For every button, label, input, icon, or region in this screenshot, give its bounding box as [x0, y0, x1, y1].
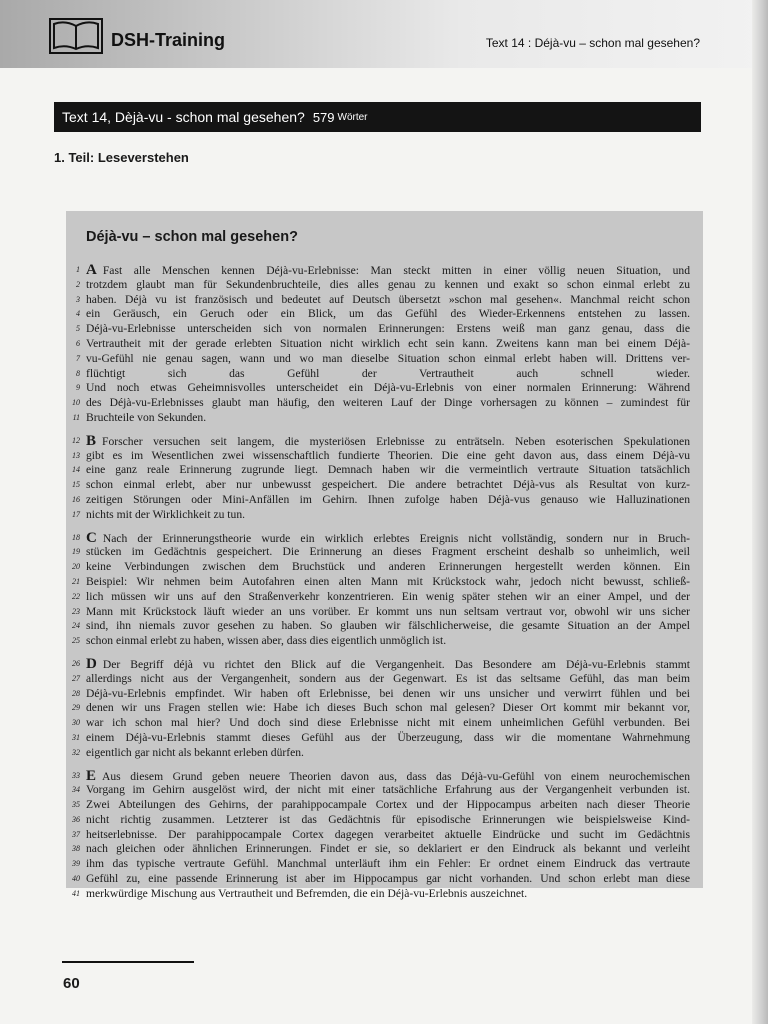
line-text — [86, 337, 690, 352]
line-number: 34 — [72, 785, 80, 795]
line-text — [86, 575, 690, 590]
line-text — [86, 367, 690, 382]
text-line — [60, 352, 690, 367]
text-line — [60, 783, 690, 798]
text-line — [60, 590, 690, 605]
line-text — [86, 657, 690, 673]
brand-title: DSH-Training — [111, 30, 226, 50]
line-content: einem Déjà-vu-Erlebnis stammt dieses Gefühl aus der Überzeugung, dass wir die momentane Wahrnehmung — [86, 730, 690, 744]
line-content: Vertrautheit mit der gerade erlebten Situation nicht wirklich echt sein kann. Zweitens kann man bei einem Déjà- — [86, 336, 690, 350]
line-text — [86, 545, 690, 560]
line-number: 7 — [76, 353, 80, 363]
text-line — [60, 731, 690, 746]
text-line — [60, 842, 690, 857]
line-content: keine Verbindungen zwischen dem Bruchstück und anderen Erinnerungen hergestellt werden können. Ein — [86, 560, 690, 574]
text-line — [60, 746, 690, 761]
line-content: Déjà-vu-Erlebnisse unterscheiden sich von normalen Erinnerungen: Erstens weiß man ganz genau, dass die — [86, 322, 690, 336]
line-text — [86, 396, 690, 411]
text-line — [60, 463, 690, 478]
text-line — [60, 508, 690, 523]
line-text — [86, 842, 690, 857]
line-text — [86, 263, 690, 279]
line-number: 26 — [72, 658, 80, 668]
text-line — [60, 634, 690, 649]
line-number: 23 — [72, 606, 80, 616]
line-text — [86, 746, 690, 761]
line-content: Und noch etwas Geheimnisvolles unterscheidet ein Déjà-vu-Erlebnis von einer normalen Erinnerung: Während — [86, 381, 690, 395]
line-content: nach gleichen oder ähnlichen Erinnerungen. Findet er sie, so deklariert er den Eindruck als bekannt und verleiht — [86, 842, 690, 856]
line-content: sind, ihn niemals zuvor gesehen zu haben. So glauben wir fälschlicherweise, die gesamte Situation an der Ampel — [86, 619, 690, 633]
line-number: 31 — [72, 732, 80, 742]
line-text — [86, 449, 690, 464]
text-line — [60, 531, 690, 546]
line-content: Beispiel: Wir nehmen beim Autofahren einen alten Mann mit Krückstock wahr, jedoch nicht bewusst, schließ- — [86, 574, 690, 588]
line-content: lich müssen wir uns auf den Straßenverkehr konzentrieren. Ein wenig später stehen wir an einer Ampel, und der — [86, 589, 690, 603]
book-icon — [49, 18, 103, 54]
line-text — [86, 411, 690, 426]
line-content: nichts mit der Wirklichkeit zu tun. — [86, 507, 246, 521]
line-content: schon einmal erlebt, aber nur unbewusst gespeichert. Die andere betrachtet Déjà-vus als Resultat von kurz- — [86, 478, 690, 492]
line-text — [86, 278, 690, 293]
line-number: 9 — [76, 383, 80, 393]
line-number: 35 — [72, 800, 80, 810]
line-text — [86, 872, 690, 887]
line-number: 6 — [76, 338, 80, 348]
line-number: 24 — [72, 621, 80, 631]
line-content: eine ganz reale Erinnerung zugrunde liegt. Demnach haben wir die vermeintlich vertraute Situation tatsächlich — [86, 463, 690, 477]
line-number: 17 — [72, 509, 80, 519]
line-text — [86, 605, 690, 620]
text-line — [60, 828, 690, 843]
line-number: 5 — [76, 324, 80, 334]
line-text — [86, 887, 690, 902]
line-number: 10 — [72, 398, 80, 408]
line-text — [86, 322, 690, 337]
text-line — [60, 307, 690, 322]
line-content: ihm das typische vertraute Gefühl. Manchmal unterläuft ihm ein Fehler: Er ordnet einem Eindruck das vertraute — [86, 857, 690, 871]
line-number: 11 — [72, 412, 80, 422]
line-content: Gefühl zu, eine passende Erinnerung ist aber im Hippocampus gar nicht vorhanden. Und schon erlebt man diese — [86, 872, 690, 886]
line-content: Aus diesem Grund geben neuere Theorien davon aus, dass das Déjà-vu-Gefühl von einem neurochemischen — [102, 769, 690, 783]
line-text — [86, 531, 690, 547]
text-line — [60, 478, 690, 493]
line-text — [86, 783, 690, 798]
text-line — [60, 411, 690, 426]
line-content: Déjà-vu-Erlebnis empfindet. Wir haben oft Erlebnisse, bei denen wir uns unsicher und verwirrt fühlen und bei — [86, 686, 690, 700]
page-edge — [752, 0, 768, 1024]
text-line — [60, 293, 690, 308]
line-number: 1 — [76, 265, 80, 274]
line-content: vu-Gefühl nie genau sagen, wann und wo man dieselbe Situation schon einmal erlebt haben will. Drittens ver- — [86, 351, 690, 365]
paragraph-letter: C — [86, 530, 97, 546]
line-text — [86, 352, 690, 367]
text-line — [60, 605, 690, 620]
running-head: Text 14 : Déjà-vu – schon mal gesehen? — [485, 36, 700, 50]
line-content: Zwei Abteilungen des Gehirns, der parahippocampale Cortex und der Hippocampus arbeiten nach dieser Theorie — [86, 798, 690, 812]
line-text — [86, 716, 690, 731]
line-content: heitserlebnisse. Der parahippocampale Cortex dagegen verarbeitet aktuelle Eindrücke und sucht im Gedächtnis — [86, 827, 690, 841]
line-number: 18 — [72, 532, 80, 542]
line-text — [86, 560, 690, 575]
line-text — [86, 798, 690, 813]
text-line — [60, 396, 690, 411]
line-content: Mann mit Krückstock läuft wieder an uns vorüber. Er kommt uns nun seltsam vertraut vor, obwohl wir uns sicher — [86, 604, 690, 618]
line-text — [86, 634, 690, 649]
line-number: 27 — [72, 673, 80, 683]
line-number: 8 — [76, 368, 80, 378]
line-number: 20 — [72, 562, 80, 572]
text-line — [60, 263, 690, 278]
text-line — [60, 619, 690, 634]
line-number: 38 — [72, 844, 80, 854]
text-line — [60, 798, 690, 813]
line-content: Forscher versuchen seit langem, die mysteriösen Erlebnisse zu enträtseln. Neben esoterischen Spekulationen — [102, 434, 690, 448]
text-line — [60, 560, 690, 575]
line-number: 22 — [72, 591, 80, 601]
line-number: 41 — [72, 888, 80, 898]
line-content: eigentlich gar nicht als bekannt erleben dürfen. — [86, 745, 304, 759]
line-content: merkwürdige Mischung aus Vertrautheit und Befremden, die ein Déjà-vu-Erlebnis auszeichnet. — [86, 886, 528, 900]
text-line — [60, 449, 690, 464]
line-number: 3 — [76, 294, 80, 304]
line-content: gibt es im Wesentlichen zwei wissenschaftlich fundierte Theorien. Die eine geht davon aus, dass einem Déjà-vu — [86, 448, 690, 462]
line-number: 32 — [72, 747, 80, 757]
line-content: flüchtigt sich das Gefühl der Vertrautheit auch schnell wieder. — [86, 366, 690, 380]
line-text — [86, 619, 690, 634]
line-content: allerdings nicht aus der Vergangenheit, sondern aus der Gegenwart. Es ist das seltsame Gefühl, das man beim — [86, 671, 690, 685]
text-line — [60, 701, 690, 716]
line-content: Bruchteile von Sekunden. — [86, 410, 207, 424]
line-text — [86, 381, 690, 396]
line-text — [86, 813, 690, 828]
text-line — [60, 813, 690, 828]
line-text — [86, 828, 690, 843]
paragraph-letter: E — [86, 768, 97, 784]
line-number: 14 — [72, 465, 80, 475]
line-content: war ich schon mal hier? Und doch sind diese Erlebnisse nicht mit einem unheimlichen Gefühl verbunden. Bei — [86, 716, 690, 730]
header-band — [0, 0, 768, 68]
line-content: denen wir uns Fragen stellen wie: Habe ich dieses Buch schon mal gelesen? Dieser Ort kommt mir bekannt vor, — [86, 701, 690, 715]
line-content: Nach der Erinnerungstheorie wurde ein wirklich erlebtes Ereignis nicht vollständig, sondern nur in Bruch- — [102, 531, 690, 545]
line-content: stücken im Gedächtnis gespeichert. Die Erinnerung an dieses Fragment erscheint deshalb so unheimlich, weil — [86, 545, 690, 559]
line-number: 33 — [72, 770, 80, 780]
line-number: 25 — [72, 636, 80, 646]
text-line — [60, 381, 690, 396]
line-text — [86, 493, 690, 508]
line-number: 4 — [76, 309, 80, 319]
line-number: 36 — [72, 814, 80, 824]
footer-rule — [62, 961, 194, 963]
line-number: 28 — [72, 688, 80, 698]
article-title: Déjà-vu – schon mal gesehen? — [86, 229, 298, 245]
line-text — [86, 590, 690, 605]
line-text — [86, 687, 690, 702]
text-line — [60, 687, 690, 702]
text-line — [60, 367, 690, 382]
text-line — [60, 857, 690, 872]
line-text — [86, 701, 690, 716]
line-number: 2 — [76, 279, 80, 289]
text-title-bar — [54, 102, 701, 132]
line-text — [86, 307, 690, 322]
line-number: 29 — [72, 703, 80, 713]
line-content: schon einmal erlebt zu haben, wissen aber, dass dies eigentlich unmöglich ist. — [86, 634, 447, 648]
line-content: trotzdem glaubt man für Sekundenbruchteile, dies alles genau zu kennen und exakt so schon einmal erlebt zu — [86, 277, 690, 291]
line-number: 40 — [72, 874, 80, 884]
word-count-unit: Wörter — [337, 111, 368, 123]
line-text — [86, 731, 690, 746]
line-number: 37 — [72, 829, 80, 839]
text-line — [60, 716, 690, 731]
page-number: 60 — [63, 975, 80, 992]
line-text — [86, 478, 690, 493]
line-text — [86, 857, 690, 872]
text-line — [60, 657, 690, 672]
paragraph-letter: A — [86, 263, 97, 278]
paragraph-letter: D — [86, 656, 97, 672]
line-content: Der Begriff déjà vu richtet den Blick auf die Vergangenheit. Das Besondere am Déjà-vu-Erlebnis stammt — [102, 657, 690, 671]
line-content: nicht richtig zusammen. Letzterer ist das Gedächtnis für episodische Erinnerungen wie beispielsweise Kind- — [86, 812, 690, 826]
article-body — [60, 263, 690, 902]
line-content: Fast alle Menschen kennen Déjà-vu-Erlebnisse: Man steckt mitten in einer völlig neuen Situation, und — [102, 264, 690, 277]
text-line — [60, 872, 690, 887]
text-line — [60, 545, 690, 560]
text-title: Text 14, Dèjà-vu - schon mal gesehen? — [62, 109, 305, 125]
line-text — [86, 769, 690, 785]
line-number: 30 — [72, 718, 80, 728]
line-content: haben. Déjà vu ist französisch und bedeutet auf Deutsch übersetzt »schon mal gesehen«. Manchmal reicht schon — [86, 292, 690, 306]
line-content: zeitigen Störungen oder Mini-Anfällen im Gehirn. Ihnen zufolge haben Déjà-vus genauso wie Halluzinationen — [86, 492, 690, 506]
text-line — [60, 434, 690, 449]
line-content: Vorgang im Gehirn ausgelöst wird, der nicht mit einer tatsächliche Erfahrung aus der Vergangenheit verbunden ist. — [86, 783, 690, 797]
line-text — [86, 293, 690, 308]
line-number: 15 — [72, 480, 80, 490]
line-number: 13 — [72, 450, 80, 460]
line-text — [86, 434, 690, 450]
line-text — [86, 463, 690, 478]
line-content: des Déjà-vu-Erlebnisses glaubt man häufig, den weiteren Lauf der Dinge vorhersagen zu können – zumindest für — [86, 396, 690, 410]
word-count: 579 — [312, 109, 335, 125]
line-number: 19 — [72, 547, 80, 557]
paragraph-letter: B — [86, 433, 97, 449]
line-content: ein Geräusch, ein Geruch oder ein Blick, um das Gefühl des Wieder-Erkennens entstehen zu lassen. — [86, 307, 690, 321]
text-line — [60, 887, 690, 902]
line-text — [86, 508, 690, 523]
text-line — [60, 493, 690, 508]
line-number: 21 — [72, 576, 80, 586]
line-number: 12 — [72, 435, 80, 445]
text-line — [60, 575, 690, 590]
text-line — [60, 337, 690, 352]
text-line — [60, 672, 690, 687]
text-line — [60, 278, 690, 293]
text-line — [60, 769, 690, 784]
line-number: 39 — [72, 859, 80, 869]
text-line — [60, 322, 690, 337]
line-text — [86, 672, 690, 687]
section-heading: 1. Teil: Leseverstehen — [54, 150, 189, 165]
line-number: 16 — [72, 494, 80, 504]
